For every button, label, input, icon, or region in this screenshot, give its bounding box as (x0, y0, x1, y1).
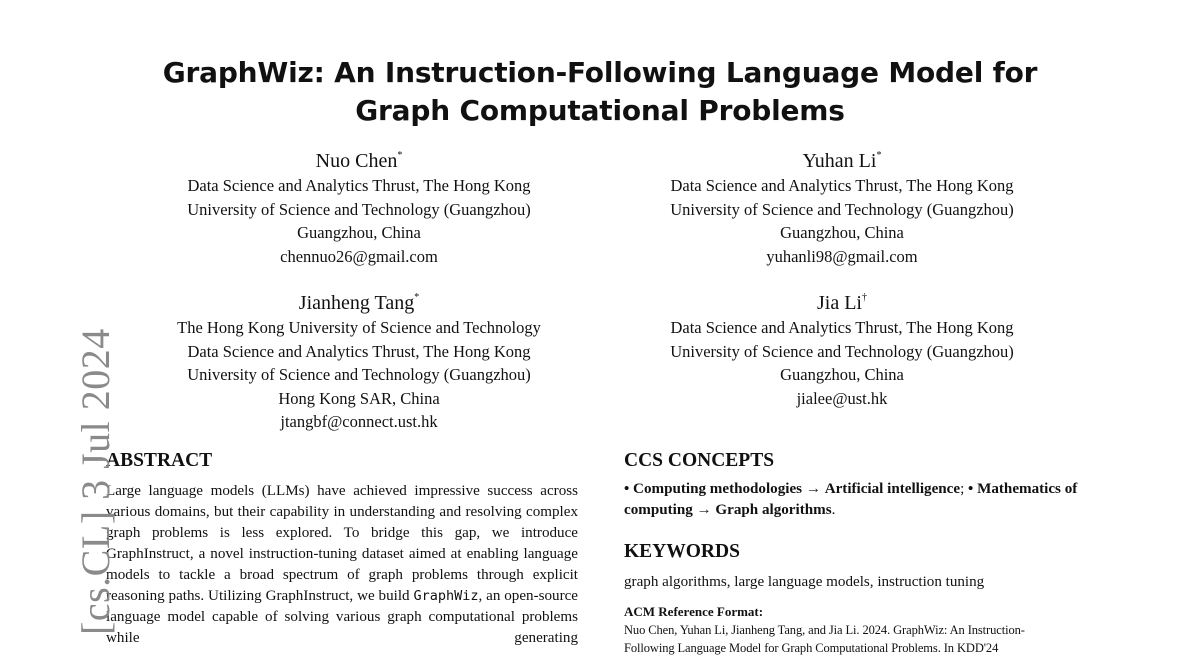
author-email: jialee@ust.hk (796, 388, 888, 408)
author-block-jianheng-tang (124, 290, 594, 434)
acm-reference-line-1: Nuo Chen, Yuhan Li, Jianheng Tang, and Jia Li. 2024. GraphWiz: An Instruction- (624, 623, 1025, 637)
ccs-arrow: → (692, 502, 716, 518)
author-name: Yuhan Li (802, 150, 877, 172)
affiliation-line: Data Science and Analytics Thrust, The Hong Kong (670, 176, 1014, 195)
abstract-body (106, 481, 578, 649)
author-mark: * (397, 150, 403, 161)
author-block-nuo-chen (124, 148, 594, 268)
author-mark: † (862, 292, 867, 303)
author-mark: * (876, 150, 882, 161)
abstract-text-part-2: , an open-source language model capable of solving various graph computational problems while generating (106, 588, 579, 646)
ccs-heading: CCS CONCEPTS (624, 450, 775, 471)
acm-reference-heading: ACM Reference Format: (624, 604, 764, 619)
affiliation-line: The Hong Kong University of Science and Technology (177, 318, 541, 337)
author-name: Jianheng Tang (298, 292, 415, 314)
affiliation-line: Data Science and Analytics Thrust, The Hong Kong (670, 318, 1014, 337)
affiliation-line: University of Science and Technology (Guangzhou) (187, 365, 531, 384)
affiliation-line: Data Science and Analytics Thrust, The Hong Kong (187, 176, 531, 195)
keywords-text: graph algorithms, large language models, instruction tuning (624, 574, 985, 590)
abstract-section (106, 449, 578, 649)
author-email: yuhanli98@gmail.com (766, 246, 918, 266)
author-email: jtangbf@connect.ust.hk (280, 412, 438, 431)
right-column (624, 449, 1100, 657)
ccs-item-2-b: Graph algorithms (715, 502, 832, 518)
affiliation-line: Guangzhou, China (297, 223, 421, 242)
author-name: Jia Li (817, 292, 862, 314)
ccs-item-2-a: • Mathematics of computing (624, 481, 1078, 518)
paper-title-line-2: Graph Computational Problems (355, 94, 845, 127)
paper-title-line-1: GraphWiz: An Instruction-Following Language Model for (162, 56, 1038, 89)
acm-reference-line-2: Following Language Model for Graph Computational Problems. In KDD'24 (624, 641, 999, 655)
ccs-concepts-text (624, 479, 1100, 521)
arxiv-side-stamp: [cs.CL] 3 Jul 2024 (73, 328, 118, 635)
ccs-end: . (831, 502, 836, 518)
author-mark: * (414, 292, 420, 303)
author-name: Nuo Chen (315, 150, 398, 172)
ccs-item-1-a: • Computing methodologies (624, 481, 803, 497)
author-block-yuhan-li (607, 148, 1077, 268)
paper-title (100, 54, 1100, 130)
affiliation-line: Data Science and Analytics Thrust, The Hong Kong (187, 341, 531, 361)
ccs-item-1-b: Artificial intelligence (824, 481, 961, 497)
affiliation-line: University of Science and Technology (Guangzhou) (670, 341, 1014, 361)
abstract-text-part-1: Large language models (LLMs) have achieved impressive success across various domains, but their capability in understanding and resolving complex graph problems is less explored. To bridge this gap, we introduce GraphInstruct, a novel instruction-tuning dataset aimed at enabling language models to tackle a broad spectrum of graph problems through explicit reasoning paths. Utilizing GraphInstruct, we build (106, 483, 578, 604)
ccs-arrow: → (802, 481, 825, 497)
affiliation-line: University of Science and Technology (Guangzhou) (670, 199, 1014, 219)
affiliation-line: University of Science and Technology (Guangzhou) (187, 199, 531, 219)
abstract-heading: ABSTRACT (106, 450, 213, 471)
author-email: chennuo26@gmail.com (280, 246, 438, 266)
affiliation-line: Guangzhou, China (780, 365, 904, 384)
affiliation-line: Hong Kong SAR, China (278, 388, 440, 408)
abstract-code-name: GraphWiz (413, 588, 479, 604)
affiliation-line: Guangzhou, China (780, 223, 904, 242)
ccs-separator: ; (960, 481, 969, 497)
keywords-heading: KEYWORDS (624, 541, 740, 562)
author-block-jia-li (607, 290, 1077, 410)
